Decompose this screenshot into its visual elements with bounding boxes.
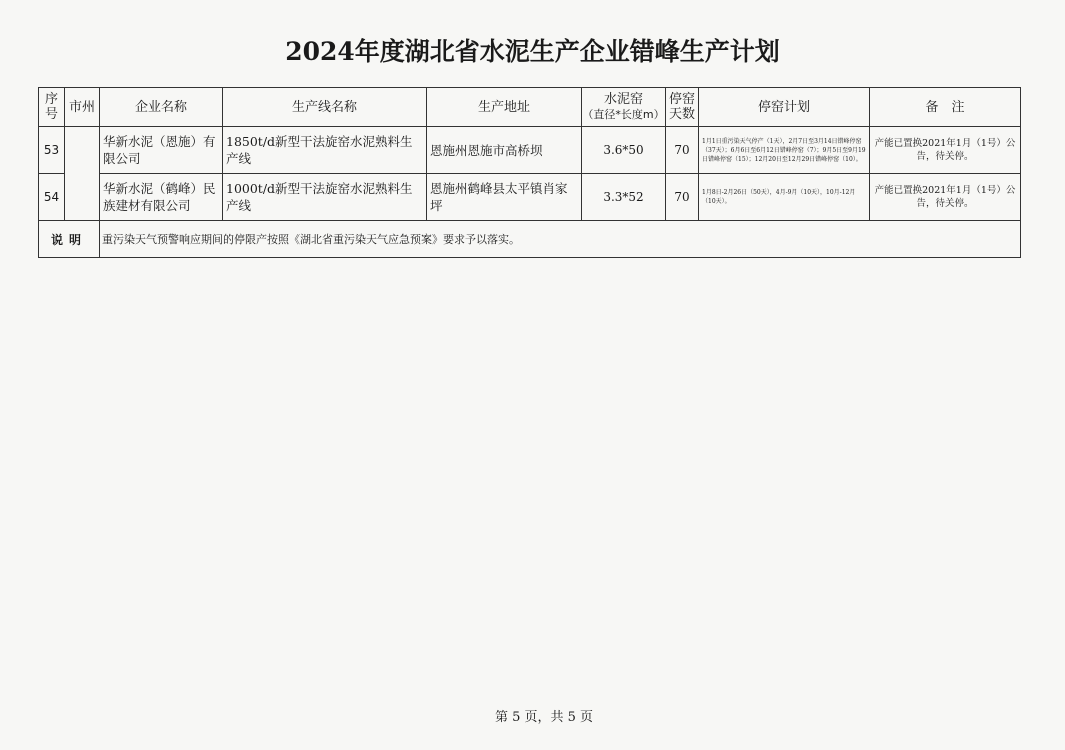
row-days: 70: [666, 174, 699, 221]
page-footer: 第 5 页，共 5 页: [494, 710, 594, 725]
row-plan: 1月8日-2月26日（50天），4月-9月（10天），10月-12月（10天）。: [699, 174, 870, 221]
header-days: [666, 88, 699, 127]
row-company: 华新水泥（恩施）有限公司: [100, 127, 223, 174]
header-line: 生产线名称: [223, 88, 427, 127]
header-row: [39, 88, 1021, 127]
header-address: 生产地址: [427, 88, 582, 127]
row-line: 1850t/d新型干法旋窑水泥熟料生产线: [223, 127, 427, 174]
header-city: 市州: [65, 88, 100, 127]
row-plan: 1月1日重污染天气停产（1天），2月7日至3月14日错峰停窑（37天）；6月6日至6月12日错峰停窑（7）；9月5日至9月19日错峰停窑（15）；12月20日至12月29日错峰停窑（10）。: [699, 127, 870, 174]
header-kiln-line1: 水泥窑: [603, 92, 643, 107]
header-seq: 序号: [39, 88, 65, 127]
header-days-line2: 天数: [668, 107, 695, 122]
header-kiln: [582, 88, 666, 127]
table-row: [39, 127, 1021, 174]
note-label: 说明: [39, 221, 100, 258]
note-row: [39, 221, 1021, 258]
row-address: 恩施州鹤峰县太平镇肖家坪: [427, 174, 582, 221]
row-kiln: 3.3*52: [582, 174, 666, 221]
row-kiln: 3.6*50: [582, 127, 666, 174]
row-seq: 54: [39, 174, 65, 221]
header-days-line1: 停窑: [668, 92, 695, 107]
row-address: 恩施州恩施市高桥坝: [427, 127, 582, 174]
header-remark: 备 注: [870, 88, 1021, 127]
row-city: [65, 127, 100, 221]
page-title: 2024年度湖北省水泥生产企业错峰生产计划: [285, 37, 780, 66]
note-text: 重污染天气预警响应期间的停限产按照《湖北省重污染天气应急预案》要求予以落实。: [100, 221, 1021, 258]
header-company: 企业名称: [100, 88, 223, 127]
table-row: [39, 174, 1021, 221]
row-line: 1000t/d新型干法旋窑水泥熟料生产线: [223, 174, 427, 221]
header-plan: 停窑计划: [699, 88, 870, 127]
plan-table: [38, 87, 1021, 258]
row-seq: 53: [39, 127, 65, 174]
row-remark: 产能已置换2021年1月（1号）公告，待关停。: [870, 174, 1021, 221]
row-company: 华新水泥（鹤峰）民族建材有限公司: [100, 174, 223, 221]
header-kiln-line2: （直径*长度m）: [582, 108, 665, 121]
row-remark: 产能已置换2021年1月（1号）公告，待关停。: [870, 127, 1021, 174]
row-days: 70: [666, 127, 699, 174]
